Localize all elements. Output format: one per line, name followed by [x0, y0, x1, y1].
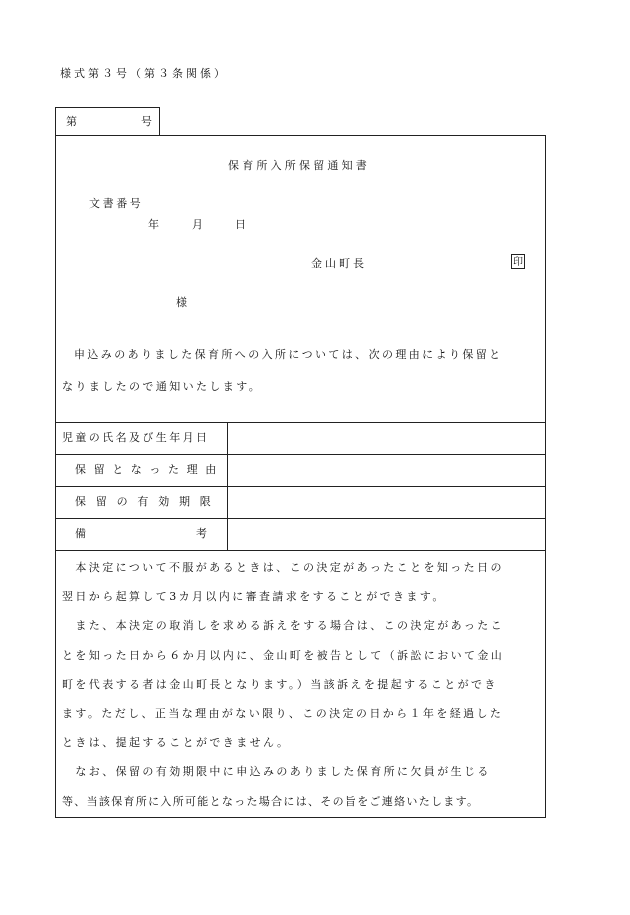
- number-prefix: 第: [66, 115, 80, 128]
- table-column-rule: [227, 422, 228, 550]
- date-year: 年: [148, 218, 162, 231]
- notice-line: 申込みのありました保育所への入所については、次の理由により保留と: [74, 348, 503, 361]
- table-top-rule: [55, 422, 546, 423]
- date-day: 日: [235, 218, 249, 231]
- table-bottom-rule: [55, 550, 546, 551]
- note-line: ます。ただし、正当な理由がない限り、この決定の日から１年を経過した: [62, 707, 504, 721]
- table-row-rule: [55, 518, 546, 519]
- note-line: 本決定について不服があるときは、この決定があったことを知った日の: [62, 561, 504, 574]
- note-line: 翌日から起算して3カ月以内に審査請求をすることができます。: [62, 590, 446, 604]
- seal-icon: 印: [511, 254, 525, 269]
- document-number-box: [55, 107, 160, 135]
- row-label-remarks-left: 備: [75, 527, 86, 540]
- addressee-suffix: 様: [176, 296, 190, 309]
- notice-body: [62, 339, 542, 403]
- note-line: 等、当該保育所に入所可能となった場合には、その旨をご連絡いたします。: [62, 794, 480, 808]
- form-code: 様式第３号（第３条関係）: [60, 67, 228, 80]
- row-label-child: 児童の氏名及び生年月日: [62, 431, 210, 444]
- row-label-expiry: 保留の有効期限: [75, 495, 221, 508]
- note-line: なお、保留の有効期限中に申込みのありました保育所に欠員が生じる: [62, 765, 491, 779]
- row-label-reason: 保留となった理由: [75, 463, 224, 476]
- row-label-remarks-right: 考: [196, 527, 207, 540]
- number-suffix: 号: [141, 115, 155, 128]
- notice-line: なりましたので通知いたします。: [62, 380, 263, 393]
- note-line: とを知った日から６か月以内に、金山町を被告として（訴訟において金山: [62, 648, 505, 662]
- table-row-rule: [55, 486, 546, 487]
- issuer-name: 金山町長: [311, 257, 367, 270]
- notes-section: [62, 553, 542, 816]
- note-line: 町を代表する者は金山町長となります。）当該訴えを提起することができ: [62, 677, 498, 691]
- page-title: 保育所入所保留通知書: [228, 159, 370, 172]
- note-line: ときは、提起することができません。: [62, 736, 291, 750]
- note-line: また、本決定の取消しを求める訴えをする場合は、この決定があったこ: [62, 619, 505, 633]
- date-month: 月: [192, 218, 206, 231]
- table-row-rule: [55, 454, 546, 455]
- doc-number-label: 文書番号: [89, 197, 144, 210]
